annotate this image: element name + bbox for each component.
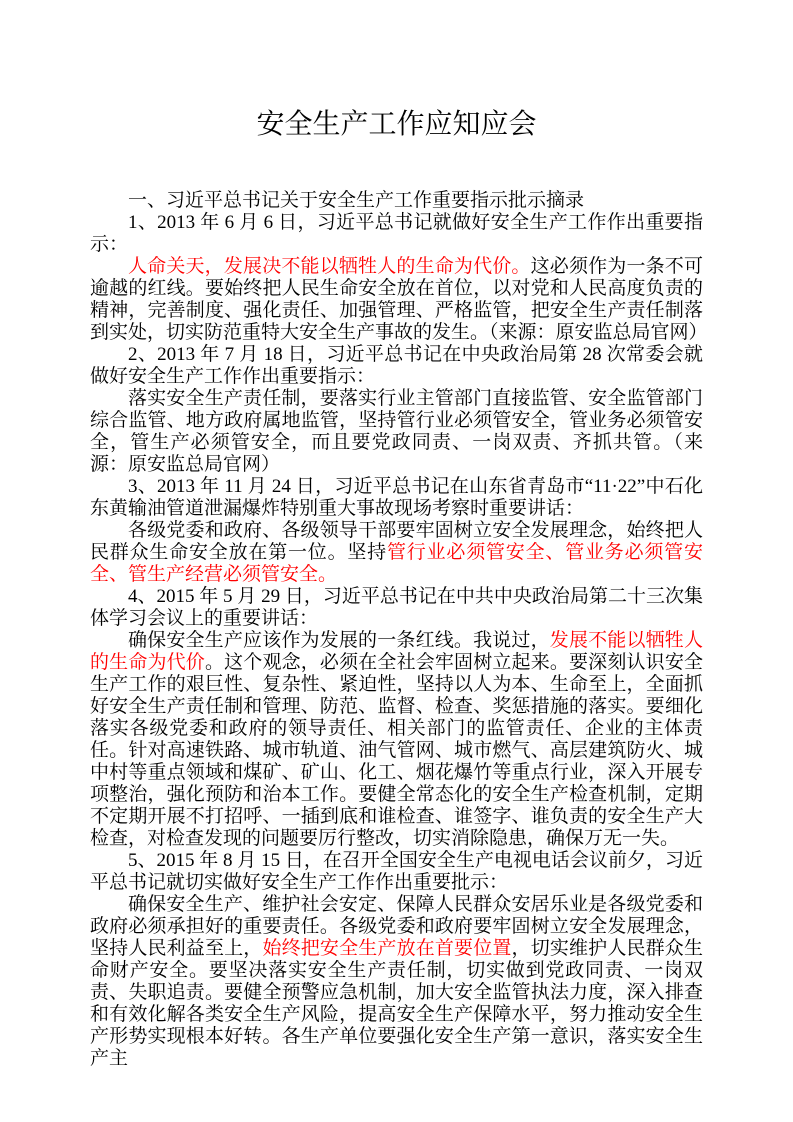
- text-segment: 确保安全生产、维护社会安定、保障人民群众安居乐业是各级党委和政府必须承担好的重要责任。各级党委和政府要牢固树立安全发展理念，坚持人民利益至上，: [90, 894, 703, 959]
- highlighted-text-segment: 始终把安全生产放在首要位置: [262, 938, 512, 959]
- text-segment: 落实安全生产责任制，要落实行业主管部门直接监管、安全监管部门综合监管、地方政府属地监管，坚持管行业必须管安全，管业务必须管安全，管生产必须管安全，而且要党政同责、一岗双责、齐抓共管。（来源：原安监总局官网）: [90, 388, 703, 475]
- text-segment: 1、2013 年 6 月 6 日，习近平总书记就做好安全生产工作作出重要指示：: [90, 212, 703, 255]
- text-segment: 5、2015 年 8 月 15 日，在召开全国安全生产电视电话会议前夕，习近平总书记就切实做好安全生产工作作出重要批示：: [90, 850, 703, 893]
- paragraph: [90, 344, 703, 388]
- text-segment: ，切实维护人民群众生命财产安全。要坚决落实安全生产责任制，切实做到党政同责、一岗双责、失职追责。要健全预警应急机制，加大安全监管执法力度，深入排查和有效化解各类安全生产风险，提高安全生产保障水平，努力推动安全生产形势实现根本好转。各生产单位要强化安全生产第一意识，落实安全生产主: [90, 938, 703, 1069]
- paragraph: [90, 850, 703, 894]
- highlighted-text-segment: 发展不能以牺牲人的生命为代价: [90, 630, 703, 673]
- text-segment: 各级党委和政府、各级领导干部要牢固树立安全发展理念，始终把人民群众生命安全放在第一位。坚持: [90, 520, 703, 563]
- section-heading: 一、习近平总书记关于安全生产工作重要指示批示摘录: [128, 190, 585, 211]
- paragraph-container: [90, 212, 708, 1070]
- document-body: [90, 190, 708, 1070]
- text-segment: 确保安全生产应该作为发展的一条红线。我说过，: [128, 630, 550, 651]
- paragraph: [90, 520, 703, 586]
- paragraph: [90, 212, 703, 256]
- paragraph: [90, 894, 703, 1070]
- text-segment: 4、2015 年 5 月 29 日，习近平总书记在中共中央政治局第二十三次集体学习会议上的重要讲话：: [90, 586, 703, 629]
- text-segment: 。这个观念，必须在全社会牢固树立起来。要深刻认识安全生产工作的艰巨性、复杂性、紧迫性，坚持以人为本、生命至上，全面抓好安全生产责任制和管理、防范、监督、检查、奖惩措施的落实。要细化落实各级党委和政府的领导责任、相关部门的监管责任、企业的主体责任。针对高速铁路、城市轨道、油气管网、城市燃气、高层建筑防火、城中村等重点领域和煤矿、矿山、化工、烟花爆竹等重点行业，深入开展专项整治，强化预防和治本工作。要健全常态化的安全生产检查机制，定期不定期开展不打招呼、一插到底和谁检查、谁签字、谁负责的安全生产大检查，对检查发现的问题要厉行整改，切实消除隐患，确保万无一失。: [90, 652, 703, 849]
- text-segment: 3、2013 年 11 月 24 日，习近平总书记在山东省青岛市“11·22”中石化东黄输油管道泄漏爆炸特别重大事故现场考察时重要讲话：: [90, 476, 703, 519]
- paragraph: [90, 476, 703, 520]
- document-title: 安全生产工作应知应会: [256, 109, 537, 140]
- paragraph: [90, 630, 703, 850]
- highlighted-text-segment: 管行业必须管安全、管业务必须管安全、管生产经营必须管安全。: [90, 542, 703, 585]
- text-segment: 这必须作为一条不可逾越的红线。要始终把人民生命安全放在首位，以对党和人民高度负责的精神，完善制度、强化责任、加强管理、严格监管，把安全生产责任制落到实处，切实防范重特大安全生产事故的发生。（来源：原安监总局官网）: [90, 256, 708, 343]
- paragraph: [90, 586, 703, 630]
- highlighted-text-segment: 人命关天，发展决不能以牺牲人的生命为代价。: [128, 256, 531, 277]
- text-segment: 2、2013 年 7 月 18 日，习近平总书记在中央政治局第 28 次常委会就做好安全生产工作作出重要指示：: [90, 344, 703, 387]
- paragraph: [90, 388, 703, 476]
- paragraph: [90, 256, 708, 344]
